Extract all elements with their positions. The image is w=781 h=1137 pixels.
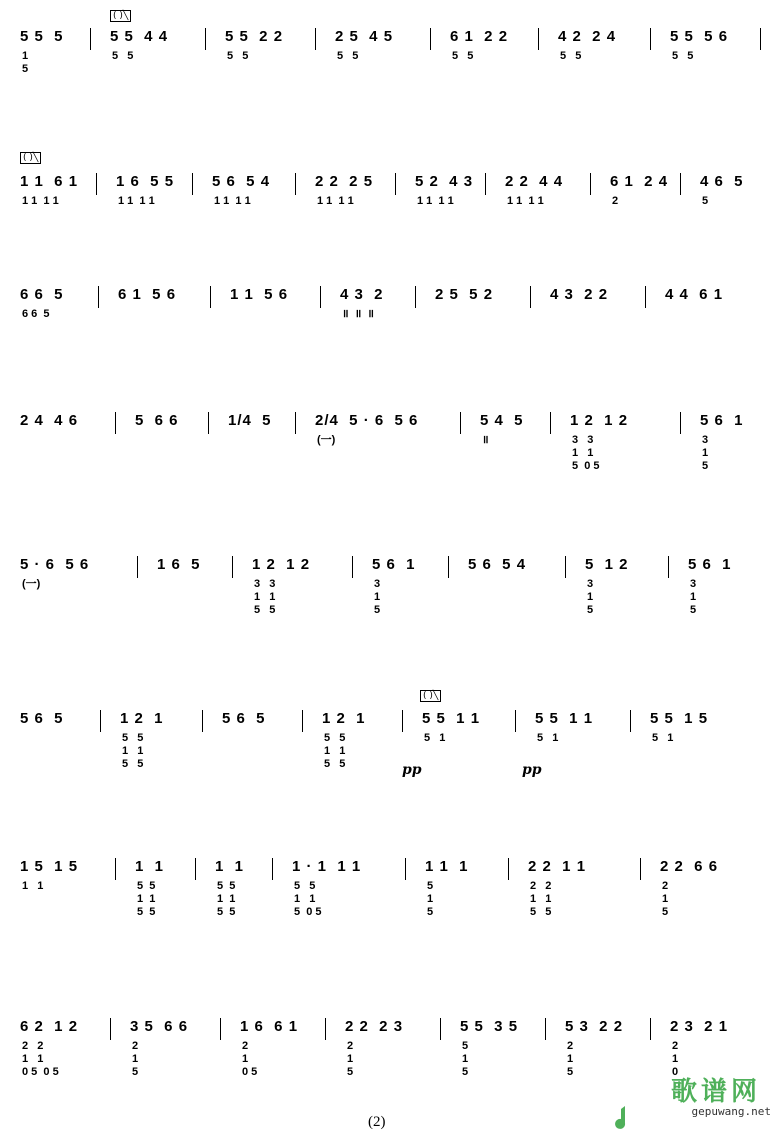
barline <box>668 556 669 578</box>
bass-notes: 3 1 5 <box>702 434 709 472</box>
melody-notes: 6 1 5 6 <box>118 286 177 303</box>
bass-notes: 1 1 1 1 <box>317 195 354 207</box>
system-7 <box>0 850 781 970</box>
system-3 <box>0 278 781 398</box>
barline <box>440 1018 441 1040</box>
barline <box>530 286 531 308</box>
melody-notes: 2 2 6 6 <box>660 858 719 875</box>
watermark-title: 歌谱网 <box>670 1077 761 1107</box>
melody-notes: 5 6 1 <box>688 556 732 573</box>
melody-notes: 2 2 2 3 <box>345 1018 404 1035</box>
barline <box>192 173 193 195</box>
barline <box>645 286 646 308</box>
barline <box>115 858 116 880</box>
melody-notes: 1 1 <box>135 858 165 875</box>
barline <box>110 1018 111 1040</box>
melody-notes: 5 6 6 <box>135 412 179 429</box>
barline <box>485 173 486 195</box>
melody-notes: 5 5 4 4 <box>110 28 169 45</box>
barline <box>460 412 461 434</box>
melody-notes: 6 6 5 <box>20 286 64 303</box>
melody-notes: 5 6 5 <box>222 710 266 727</box>
melody-notes: 4 2 2 4 <box>558 28 617 45</box>
barline <box>137 556 138 578</box>
barline <box>395 173 396 195</box>
bass-notes: 1 1 1 1 <box>417 195 454 207</box>
bass-notes: 5 1 <box>652 732 674 744</box>
melody-notes: 2/4 5 · 6 5 6 <box>315 412 419 429</box>
melody-notes: 5 · 6 5 6 <box>20 556 90 573</box>
barline <box>232 556 233 578</box>
dynamic-marking: pp <box>522 762 542 778</box>
melody-notes: 5 6 5 4 <box>468 556 527 573</box>
barline <box>550 412 551 434</box>
melody-notes: 4 3 2 2 <box>550 286 609 303</box>
barline <box>565 556 566 578</box>
melody-notes: 1 1 5 6 <box>230 286 289 303</box>
bass-notes: 1 1 1 1 <box>507 195 544 207</box>
melody-notes: 1 1 <box>215 858 245 875</box>
bass-notes: 5 5 <box>112 50 134 62</box>
melody-notes: 1 2 1 2 <box>252 556 311 573</box>
melody-notes: 1 2 1 <box>322 710 366 727</box>
melody-notes: 6 1 2 2 <box>450 28 509 45</box>
barline <box>325 1018 326 1040</box>
bass-notes: 2 2 1 1 0 5 0 5 <box>22 1040 59 1078</box>
barline <box>430 28 431 50</box>
barline <box>545 1018 546 1040</box>
melody-notes: 5 6 5 <box>20 710 64 727</box>
bass-notes: ॥ ॥ ॥ <box>342 308 374 320</box>
melody-notes: 5 5 5 <box>20 28 64 45</box>
melody-notes: 5 1 2 <box>585 556 629 573</box>
melody-notes: 2 3 2 1 <box>670 1018 729 1035</box>
melody-notes: 1 6 6 1 <box>240 1018 299 1035</box>
system-1 <box>0 20 781 140</box>
barline <box>630 710 631 732</box>
melody-notes: 5 3 2 2 <box>565 1018 624 1035</box>
bass-notes: ॥ <box>482 434 489 446</box>
barline <box>315 28 316 50</box>
technique-box: ( )╲ <box>20 152 41 164</box>
bass-notes: 3 1 5 <box>690 578 697 616</box>
system-2 <box>0 165 781 285</box>
melody-notes: 2 2 2 5 <box>315 173 374 190</box>
bass-notes: 5 5 <box>672 50 694 62</box>
watermark-url: gepuwang.net <box>691 1105 771 1118</box>
barline <box>538 28 539 50</box>
bass-notes: 1 1 1 1 <box>214 195 251 207</box>
melody-notes: 5 5 2 2 <box>225 28 284 45</box>
bass-notes: 5 5 1 1 5 0 5 <box>294 880 322 918</box>
barline <box>415 286 416 308</box>
barline <box>650 28 651 50</box>
melody-notes: 1 6 5 5 <box>116 173 175 190</box>
melody-notes: 5 5 1 1 <box>422 710 481 727</box>
melody-notes: 5 2 4 3 <box>415 173 474 190</box>
melody-notes: 2 2 1 1 <box>528 858 587 875</box>
barline <box>402 710 403 732</box>
bass-notes: 5 5 1 1 5 5 <box>137 880 156 918</box>
barline <box>760 28 761 50</box>
bass-notes: 5 1 5 <box>462 1040 469 1078</box>
barline <box>508 858 509 880</box>
barline <box>302 710 303 732</box>
melody-notes: 2 2 4 4 <box>505 173 564 190</box>
melody-notes: 5 5 1 5 <box>650 710 709 727</box>
bass-notes: 3 1 5 <box>374 578 381 616</box>
barline <box>205 28 206 50</box>
melody-notes: 5 5 3 5 <box>460 1018 519 1035</box>
melody-notes: 4 3 2 <box>340 286 384 303</box>
barline <box>100 710 101 732</box>
melody-notes: 1 5 1 5 <box>20 858 79 875</box>
melody-notes: 5 4 5 <box>480 412 524 429</box>
system-4 <box>0 404 781 524</box>
barline <box>90 28 91 50</box>
bass-notes: 2 1 5 <box>567 1040 574 1078</box>
melody-notes: 1 6 5 <box>157 556 201 573</box>
melody-notes: 3 5 6 6 <box>130 1018 189 1035</box>
bass-notes: 5 5 1 1 5 5 <box>217 880 236 918</box>
bass-notes: 3 3 1 1 5 0 5 <box>572 434 600 472</box>
bass-notes: 5 5 <box>560 50 582 62</box>
melody-notes: 4 6 5 <box>700 173 744 190</box>
bass-notes: 6 6 5 <box>22 308 50 320</box>
barline <box>515 710 516 732</box>
barline <box>210 286 211 308</box>
bass-notes: 2 1 5 <box>662 880 669 918</box>
bass-notes: 2 2 1 1 5 5 <box>530 880 552 918</box>
melody-notes: 1/4 5 <box>228 412 272 429</box>
bass-notes: 5 <box>702 195 709 207</box>
bass-notes: 2 1 0 <box>672 1040 679 1078</box>
melody-notes: 5 6 1 <box>700 412 744 429</box>
bass-notes: 5 1 <box>537 732 559 744</box>
bass-notes: 1 5 <box>22 50 29 75</box>
music-note-icon <box>605 1103 635 1133</box>
barline <box>352 556 353 578</box>
technique-box: ( )╲ <box>420 690 441 702</box>
bass-notes: 5 5 <box>337 50 359 62</box>
bass-notes: 5 1 5 <box>427 880 434 918</box>
barline <box>680 173 681 195</box>
bass-notes: (一) <box>317 434 336 446</box>
bass-notes: 5 1 <box>424 732 446 744</box>
barline <box>115 412 116 434</box>
melody-notes: 1 · 1 1 1 <box>292 858 362 875</box>
bass-notes: 5 5 <box>452 50 474 62</box>
system-5 <box>0 548 781 668</box>
bass-notes: 1 1 <box>22 880 44 892</box>
barline <box>590 173 591 195</box>
barline <box>448 556 449 578</box>
page-number: (2) <box>368 1114 386 1130</box>
barline <box>96 173 97 195</box>
dynamic-marking: pp <box>402 762 422 778</box>
bass-notes: (一) <box>22 578 41 590</box>
bass-notes: 5 5 <box>227 50 249 62</box>
technique-box: ( )╲ <box>110 10 131 22</box>
bass-notes: 2 1 5 <box>132 1040 139 1078</box>
barline <box>650 1018 651 1040</box>
melody-notes: 4 4 6 1 <box>665 286 724 303</box>
barline <box>272 858 273 880</box>
bass-notes: 5 5 1 1 5 5 <box>122 732 144 770</box>
barline <box>320 286 321 308</box>
bass-notes: 1 1 1 1 <box>22 195 59 207</box>
melody-notes: 2 5 5 2 <box>435 286 494 303</box>
barline <box>195 858 196 880</box>
bass-notes: 2 <box>612 195 619 207</box>
barline <box>202 710 203 732</box>
barline <box>98 286 99 308</box>
melody-notes: 1 1 6 1 <box>20 173 79 190</box>
barline <box>208 412 209 434</box>
melody-notes: 2 5 4 5 <box>335 28 394 45</box>
barline <box>295 412 296 434</box>
bass-notes: 2 1 5 <box>347 1040 354 1078</box>
watermark-logo <box>605 1071 775 1133</box>
bass-notes: 3 3 1 1 5 5 <box>254 578 276 616</box>
melody-notes: 1 1 1 <box>425 858 469 875</box>
barline <box>640 858 641 880</box>
barline <box>405 858 406 880</box>
barline <box>295 173 296 195</box>
melody-notes: 6 2 1 2 <box>20 1018 79 1035</box>
melody-notes: 5 5 1 1 <box>535 710 594 727</box>
system-6 <box>0 702 781 822</box>
melody-notes: 1 2 1 <box>120 710 164 727</box>
barline <box>220 1018 221 1040</box>
bass-notes: 3 1 5 <box>587 578 594 616</box>
melody-notes: 2 4 4 6 <box>20 412 79 429</box>
bass-notes: 5 5 1 1 5 5 <box>324 732 346 770</box>
barline <box>680 412 681 434</box>
melody-notes: 5 6 5 4 <box>212 173 271 190</box>
melody-notes: 5 5 5 6 <box>670 28 729 45</box>
melody-notes: 1 2 1 2 <box>570 412 629 429</box>
melody-notes: 5 6 1 <box>372 556 416 573</box>
bass-notes: 1 1 1 1 <box>118 195 155 207</box>
melody-notes: 6 1 2 4 <box>610 173 669 190</box>
bass-notes: 2 1 0 5 <box>242 1040 258 1078</box>
